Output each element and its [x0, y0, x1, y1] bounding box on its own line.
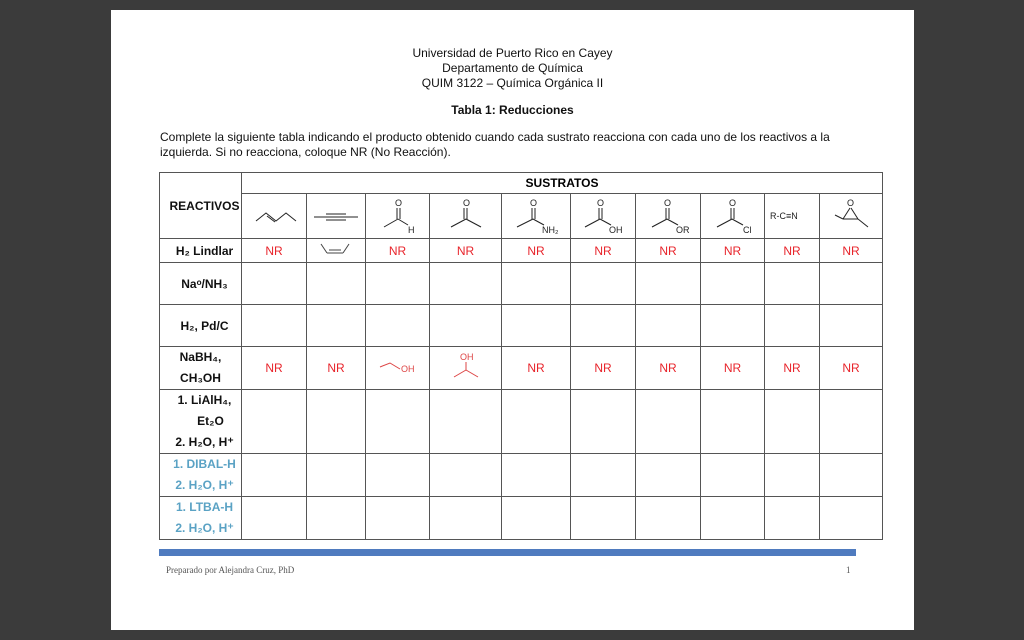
- substrate-ester: [636, 194, 701, 239]
- answer-cell[interactable]: [636, 497, 701, 540]
- answer-cell[interactable]: [430, 390, 502, 454]
- answer-cell[interactable]: [820, 263, 883, 305]
- answer-cell[interactable]: [430, 497, 502, 540]
- carbonyl-o-label: O: [394, 197, 402, 208]
- aldehyde-h-label: H: [407, 224, 414, 235]
- epoxide-o-label: O: [847, 197, 855, 208]
- answer-cell[interactable]: [366, 263, 430, 305]
- result-cell: NR: [701, 347, 765, 390]
- answer-cell[interactable]: [701, 305, 765, 347]
- ester-or-label: OR: [676, 224, 690, 235]
- carbonyl-o-label: O: [462, 197, 470, 208]
- answer-cell[interactable]: [242, 390, 307, 454]
- table-title: Tabla 1: Reducciones: [451, 103, 574, 117]
- substrate-alkene: [242, 194, 307, 239]
- header-department: Departamento de Química: [442, 61, 583, 75]
- answer-cell[interactable]: [571, 305, 636, 347]
- answer-cell[interactable]: [502, 497, 571, 540]
- answer-cell[interactable]: [636, 454, 701, 497]
- substrate-nitrile: [765, 194, 820, 239]
- answer-cell[interactable]: [366, 390, 430, 454]
- result-cell: NR: [242, 239, 307, 263]
- answer-cell[interactable]: [636, 390, 701, 454]
- instructions: Complete la siguiente tabla indicando el producto obtenido cuando cada sustrato reacciona con cada uno de los reactivos a la izquierda. Si no reacciona, coloque NR (No Reacción).: [160, 130, 830, 159]
- footer-page-number: 1: [846, 565, 851, 575]
- result-cell: NR: [571, 347, 636, 390]
- reductions-table: [159, 172, 883, 540]
- substrate-amide: [502, 194, 571, 239]
- result-cell: NR: [765, 239, 820, 263]
- svg-text:OH: OH: [459, 351, 473, 362]
- substrate-epoxide: [820, 194, 883, 239]
- answer-cell[interactable]: [571, 263, 636, 305]
- reagent-lialh4: 1. LiAlH₄, Et₂O 2. H₂O, H⁺: [160, 390, 242, 454]
- answer-cell[interactable]: [366, 454, 430, 497]
- answer-cell[interactable]: [307, 305, 366, 347]
- amide-nh2-label: NH₂: [542, 224, 559, 235]
- header-course: QUIM 3122 – Química Orgánica II: [421, 76, 604, 90]
- answer-cell[interactable]: [820, 454, 883, 497]
- answer-cell[interactable]: [820, 497, 883, 540]
- answer-cell[interactable]: [636, 305, 701, 347]
- carbonyl-o-label: O: [664, 197, 672, 208]
- answer-cell[interactable]: [307, 390, 366, 454]
- document-page: [111, 10, 914, 630]
- reagent-h2-lindlar: H₂ Lindlar: [160, 239, 242, 263]
- result-cell: NR: [307, 347, 366, 390]
- substrate-aldehyde: [366, 194, 430, 239]
- result-cell: NR: [502, 347, 571, 390]
- carbonyl-o-label: O: [728, 197, 736, 208]
- row-lialh4: [160, 390, 883, 454]
- answer-cell[interactable]: [636, 263, 701, 305]
- result-cell: NR: [765, 347, 820, 390]
- result-cell: NR: [430, 239, 502, 263]
- answer-cell[interactable]: [430, 305, 502, 347]
- answer-cell[interactable]: [307, 497, 366, 540]
- carbonyl-o-label: O: [597, 197, 605, 208]
- answer-cell[interactable]: [242, 497, 307, 540]
- result-cell: NR: [701, 239, 765, 263]
- product-secondary-alcohol: [430, 347, 502, 390]
- answer-cell[interactable]: [765, 497, 820, 540]
- acid-oh-label: OH: [609, 224, 623, 235]
- answer-cell[interactable]: [502, 263, 571, 305]
- answer-cell[interactable]: [765, 305, 820, 347]
- answer-cell[interactable]: [502, 454, 571, 497]
- result-cell: NR: [820, 347, 883, 390]
- answer-cell[interactable]: [242, 263, 307, 305]
- answer-cell[interactable]: [571, 454, 636, 497]
- answer-cell[interactable]: [765, 454, 820, 497]
- answer-cell[interactable]: [701, 263, 765, 305]
- reactivos-header: REACTIVOS: [160, 173, 242, 239]
- footer-prepared-by: Preparado por Alejandra Cruz, PhD: [166, 565, 295, 575]
- row-ltba-h: [160, 497, 883, 540]
- reagent-h2-pdc: H₂, Pd/C: [160, 305, 242, 347]
- answer-cell[interactable]: [366, 305, 430, 347]
- answer-cell[interactable]: [430, 263, 502, 305]
- row-h2-lindlar: [160, 239, 883, 263]
- answer-cell[interactable]: [307, 454, 366, 497]
- answer-cell[interactable]: [242, 305, 307, 347]
- answer-cell[interactable]: [502, 390, 571, 454]
- substrate-carboxylic-acid: [571, 194, 636, 239]
- result-cell: NR: [636, 347, 701, 390]
- svg-text:OH: OH: [400, 363, 414, 374]
- answer-cell[interactable]: [765, 263, 820, 305]
- result-cell: NR: [502, 239, 571, 263]
- reagent-dibal-h: 1. DIBAL-H 2. H₂O, H⁺: [160, 454, 242, 497]
- reagent-nabh4: NaBH₄, CH₃OH: [160, 347, 242, 390]
- row-h2-pdc: [160, 305, 883, 347]
- answer-cell[interactable]: [820, 390, 883, 454]
- substrate-acid-chloride: [701, 194, 765, 239]
- product-primary-alcohol: [366, 347, 430, 390]
- result-cell: NR: [820, 239, 883, 263]
- answer-cell[interactable]: [430, 454, 502, 497]
- nitrile-label: R-C≡N: [770, 210, 798, 221]
- row-dibal-h: [160, 454, 883, 497]
- row-nabh4: [160, 347, 883, 390]
- answer-cell[interactable]: [765, 390, 820, 454]
- substrate-alkyne: [307, 194, 366, 239]
- result-cell: NR: [366, 239, 430, 263]
- footer-divider: [159, 549, 856, 556]
- answer-cell[interactable]: [307, 263, 366, 305]
- answer-cell[interactable]: [701, 390, 765, 454]
- answer-cell[interactable]: [366, 497, 430, 540]
- carbonyl-o-label: O: [530, 197, 538, 208]
- result-cell: NR: [571, 239, 636, 263]
- row-na-nh3: [160, 263, 883, 305]
- sustratos-header: SUSTRATOS: [242, 173, 883, 194]
- result-cell: NR: [242, 347, 307, 390]
- answer-cell[interactable]: [571, 390, 636, 454]
- answer-cell[interactable]: [820, 305, 883, 347]
- answer-cell[interactable]: [502, 305, 571, 347]
- reagent-ltba-h: 1. LTBA-H 2. H₂O, H⁺: [160, 497, 242, 540]
- answer-cell[interactable]: [701, 497, 765, 540]
- header-university: Universidad de Puerto Rico en Cayey: [412, 46, 613, 60]
- product-cis-alkene: [307, 239, 366, 263]
- result-cell: NR: [636, 239, 701, 263]
- answer-cell[interactable]: [242, 454, 307, 497]
- answer-cell[interactable]: [571, 497, 636, 540]
- substrate-ketone: [430, 194, 502, 239]
- chloride-cl-label: Cl: [742, 224, 751, 235]
- reagent-na-nh3: Naᵒ/NH₃: [160, 263, 242, 305]
- answer-cell[interactable]: [701, 454, 765, 497]
